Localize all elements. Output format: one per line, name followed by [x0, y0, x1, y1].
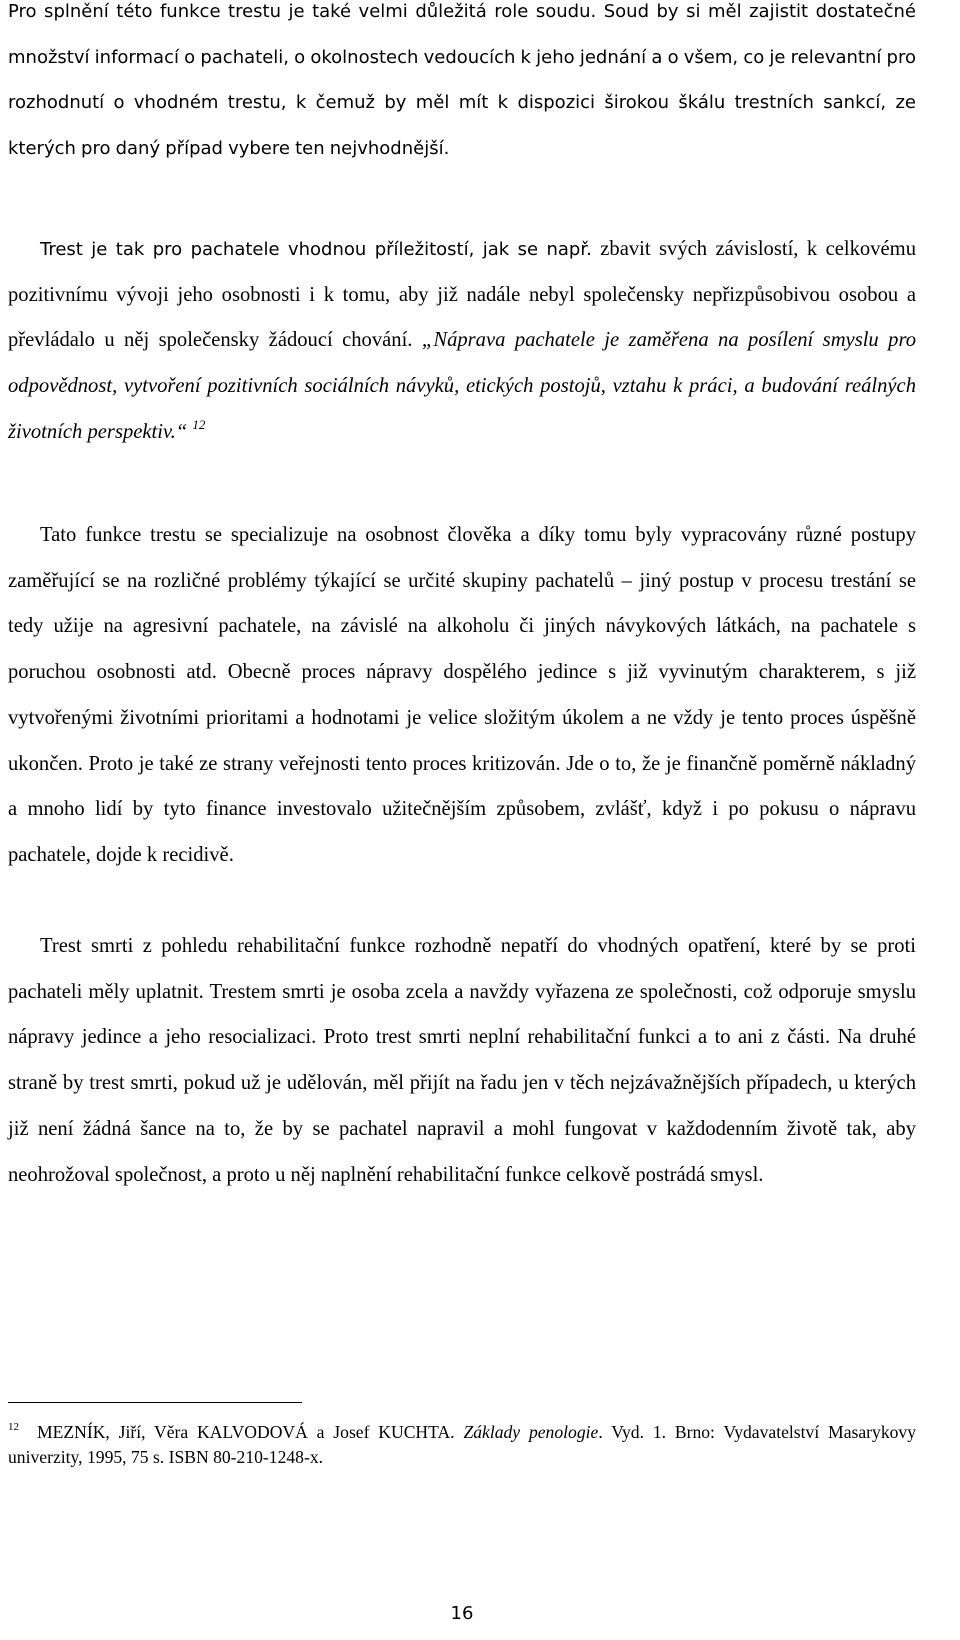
footnote-authors: MEZNÍK, Jiří, Věra KALVODOVÁ a Josef KUCHTA. [37, 1422, 455, 1442]
footnote-separator [8, 1402, 302, 1403]
footnote-book-title: Základy penologie [463, 1422, 599, 1442]
page-number: 16 [450, 1603, 474, 1624]
footnote-number: 12 [8, 1421, 19, 1433]
paragraph-rehabilitation-opportunity [8, 227, 916, 456]
footnote-publication-details: . Vyd. 1. Brno: Vydavatelství Masarykovy univerzity, 1995, 75 s. ISBN 80-210-1248-x. [8, 1422, 917, 1467]
paragraph-offender-personality: Tato funkce trestu se specializuje na osobnost člověka a díky tomu byly vypracovány různé postupy zaměřující se na rozličné problémy týkající se určité skupiny pachatelů – jiný postup v procesu trestání se tedy užije na agresivní pachatele, na závislé na alkoholu či jiných návykových látkách, na pachatele s poruchou osobnosti atd. Obecně proces nápravy dospělého jedince s již vyvinutým charakterem, s již vytvořenými životními prioritami a hodnotami je velice složitým úkolem a ne vždy je tento proces úspěšně ukončen. Proto je také ze strany veřejnosti tento proces kritizován. Jde o to, že je finančně poměrně nákladný a mnoho lidí by tyto finance investovalo užitečnějším způsobem, zvlášť, když i po pokusu o nápravu pachatele, dojde k recidivě. [8, 524, 916, 866]
paragraph-lead-text: Trest je tak pro pachatele vhodnou příležitostí, jak se např. [40, 239, 592, 260]
footnote-reference[interactable]: 12 [192, 416, 206, 432]
paragraph-court-role: Pro splnění této funkce trestu je také velmi důležitá role soudu. Soud by si měl zajistit dostatečné množství informací o pachateli, o okolnostech vedoucích k jeho jednání a o všem, co je relevantní pro rozhodnutí o vhodném trestu, k čemuž by měl mít k dispozici širokou škálu trestních sankcí, ze kterých pro daný případ vybere ten nejvhodnější. [8, 1, 916, 160]
paragraph-body-text: zbavit svých závislostí, k celkovému pozitivnímu vývoji jeho osobnosti i k tomu, aby již nadále nebyl společensky nepřizpůsobivou osobou a převládalo u něj společensky žádoucí chování. [8, 238, 916, 352]
footnote-12 [8, 1420, 916, 1470]
paragraph-death-penalty: Trest smrti z pohledu rehabilitační funkce rozhodně nepatří do vhodných opatření, které by se proti pachateli měly uplatnit. Trestem smrti je osoba zcela a navždy vyřazena ze společnosti, což odporuje smyslu nápravy jedince a jeho resocializaci. Proto trest smrti neplní rehabilitační funkci a to ani z části. Na druhé straně by trest smrti, pokud už je udělován, měl přijít na řadu jen v těch nejzávažnějších případech, u kterých již není žádná šance na to, že by se pachatel napravil a mohl fungovat v každodenním životě tak, aby neohrožoval společnost, a proto u něj naplnění rehabilitační funkce celkově postrádá smysl. [8, 935, 916, 1186]
block-quotation: „Náprava pachatele je zaměřena na posílení smyslu pro odpovědnost, vytvoření pozitivních sociálních návyků, etických postojů, vztahu k práci, a budování reálných životních perspektiv.“ [8, 329, 916, 443]
